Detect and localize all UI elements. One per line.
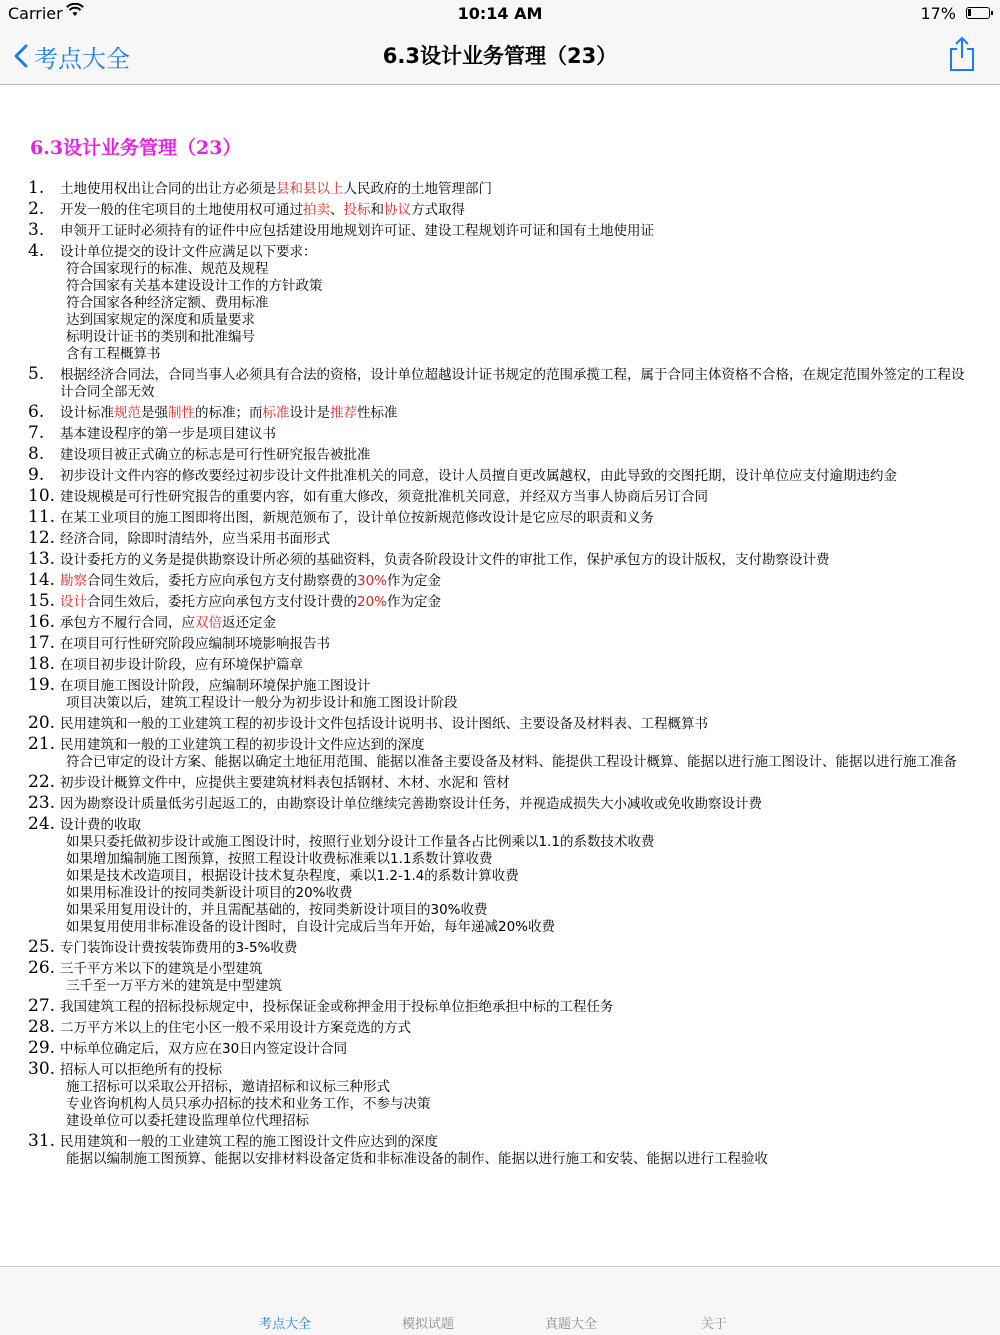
list-item bbox=[28, 465, 973, 485]
list-item bbox=[28, 402, 973, 422]
item-text bbox=[60, 244, 317, 260]
item-text-segment: 开发一般的住宅项目的土地使用权可通过 bbox=[60, 202, 303, 218]
highlight-text: 推荐 bbox=[330, 405, 357, 421]
item-text-segment: 人民政府的土地管理部门 bbox=[343, 181, 492, 197]
item-subline: 符合国家各种经济定额、费用标准 bbox=[66, 295, 269, 311]
item-text bbox=[60, 1134, 438, 1150]
highlight-text: 制性 bbox=[168, 405, 195, 421]
clock: 10:14 AM bbox=[457, 4, 543, 23]
item-text bbox=[60, 636, 330, 652]
tab-key-points[interactable]: 考点大全 bbox=[258, 1317, 311, 1332]
list-item bbox=[28, 996, 973, 1016]
item-text bbox=[60, 489, 708, 505]
item-number: 7. bbox=[28, 423, 45, 443]
item-text-segment: 二万平方米以上的住宅小区一般不采用设计方案竞选的方式 bbox=[60, 1020, 411, 1036]
item-number: 25. bbox=[28, 937, 56, 957]
navigation-bar bbox=[0, 28, 1000, 85]
item-text bbox=[60, 1041, 347, 1057]
list-item bbox=[28, 178, 973, 198]
item-text bbox=[60, 594, 441, 610]
item-number: 2. bbox=[28, 199, 45, 219]
list-item bbox=[28, 444, 973, 464]
item-subline: 达到国家规定的深度和质量要求 bbox=[66, 312, 255, 328]
item-text-segment: 中标单位确定后，双方应在30日内签定设计合同 bbox=[60, 1041, 348, 1057]
item-text bbox=[60, 468, 897, 484]
item-number: 30. bbox=[28, 1059, 56, 1079]
item-number: 28. bbox=[28, 1017, 56, 1037]
list-item bbox=[28, 364, 973, 401]
highlight-text: 县和县以上 bbox=[276, 181, 344, 197]
carrier-label: Carrier bbox=[8, 4, 63, 23]
item-text bbox=[60, 447, 371, 463]
item-text bbox=[60, 961, 263, 977]
list-item bbox=[28, 220, 973, 240]
item-text bbox=[60, 615, 276, 631]
tab-about[interactable]: 关于 bbox=[700, 1317, 727, 1332]
highlight-text: 勘察 bbox=[60, 573, 87, 589]
item-number: 19. bbox=[28, 675, 56, 695]
item-number: 3. bbox=[28, 220, 45, 240]
item-text-segment: 因为勘察设计质量低劣引起返工的，由勘察设计单位继续完善勘察设计任务，并视造成损失大小减收或免收勘察设计费 bbox=[60, 796, 762, 812]
document-title: 6.3设计业务管理（23） bbox=[30, 137, 242, 159]
item-text-segment: 申领开工证时必须持有的证件中应包括建设用地规划许可证、建设工程规划许可证和国有土地使用证 bbox=[60, 223, 654, 239]
item-text-segment: 合同生效后，委托方应向承包方支付设计费的 bbox=[87, 594, 357, 610]
list-item bbox=[28, 633, 973, 653]
item-text bbox=[60, 181, 492, 197]
highlight-text: 20% bbox=[357, 594, 388, 610]
item-text bbox=[60, 796, 762, 812]
item-text bbox=[60, 223, 654, 239]
list-item bbox=[28, 241, 973, 363]
item-text-segment: 三千平方米以下的建筑是小型建筑 bbox=[60, 961, 263, 977]
status-bar bbox=[0, 0, 1000, 28]
item-text-segment: 返还定金 bbox=[222, 615, 276, 631]
item-number: 20. bbox=[28, 713, 56, 733]
item-subline: 符合国家现行的标准、规范及规程 bbox=[66, 261, 269, 277]
knowledge-point-list bbox=[28, 178, 973, 1172]
item-text-segment: 土地使用权出让合同的出让方必须是 bbox=[60, 181, 276, 197]
item-number: 23. bbox=[28, 793, 56, 813]
item-text-segment: 和 bbox=[370, 202, 384, 218]
item-text-segment: 我国建筑工程的招标投标规定中，投标保证金或称押金用于投标单位拒绝承担中标的工程任务 bbox=[60, 999, 614, 1015]
item-text-segment: 专门装饰设计费按装饰费用的3-5%收费 bbox=[60, 940, 298, 956]
highlight-text: 30% bbox=[357, 573, 388, 589]
item-number: 8. bbox=[28, 444, 45, 464]
back-button-label: 考点大全 bbox=[34, 44, 130, 73]
item-text-segment: 设计标准 bbox=[60, 405, 114, 421]
item-text-segment: 是强 bbox=[141, 405, 168, 421]
item-text-segment: 民用建筑和一般的工业建筑工程的初步设计文件应达到的深度 bbox=[60, 737, 425, 753]
item-subline: 如果采用复用设计的，并且需配基础的，按同类新设计项目的30%收费 bbox=[66, 902, 488, 918]
page-title: 6.3设计业务管理（23） bbox=[382, 44, 618, 68]
item-text-segment: 、 bbox=[330, 202, 344, 218]
list-item bbox=[28, 486, 973, 506]
item-text-segment: 方式取得 bbox=[411, 202, 465, 218]
item-number: 24. bbox=[28, 814, 56, 834]
item-subline: 如果用标准设计的按同类新设计项目的20%收费 bbox=[66, 885, 353, 901]
list-item bbox=[28, 713, 973, 733]
item-text bbox=[60, 737, 425, 753]
list-item bbox=[28, 612, 973, 632]
item-text-segment: 设计费的收取 bbox=[60, 817, 141, 833]
item-text bbox=[60, 716, 708, 732]
item-text bbox=[60, 817, 141, 833]
item-number: 27. bbox=[28, 996, 56, 1016]
item-text bbox=[60, 1062, 222, 1078]
item-number: 15. bbox=[28, 591, 56, 611]
item-text bbox=[60, 940, 297, 956]
item-subline: 如果是技术改造项目，根据设计技术复杂程度，乘以1.2-1.4的系数计算收费 bbox=[66, 868, 519, 884]
battery-percent: 17% bbox=[920, 4, 956, 23]
list-item bbox=[28, 937, 973, 957]
item-text bbox=[60, 510, 654, 526]
item-text-segment: 作为定金 bbox=[387, 594, 442, 610]
item-number: 16. bbox=[28, 612, 56, 632]
item-text-segment: 建设规模是可行性研究报告的重要内容，如有重大修改，须竟批准机关同意，并经双方当事人协商后另订合同 bbox=[60, 489, 708, 505]
item-text-segment: 设计是 bbox=[289, 405, 330, 421]
list-item bbox=[28, 549, 973, 569]
document-view[interactable] bbox=[0, 85, 1000, 1265]
item-subline: 符合已审定的设计方案、能据以确定土地征用范围、能据以准备主要设备及材料、能提供工程设计概算、能据以进行施工图设计、能据以进行施工准备 bbox=[66, 754, 957, 770]
item-text-segment: 在项目初步设计阶段，应有环境保护篇章 bbox=[60, 657, 303, 673]
item-text bbox=[60, 426, 276, 442]
list-item bbox=[28, 507, 973, 527]
item-number: 26. bbox=[28, 958, 56, 978]
item-text bbox=[60, 552, 830, 568]
item-text bbox=[60, 405, 398, 421]
item-text-segment: 合同生效后，委托方应向承包方支付勘察费的 bbox=[87, 573, 357, 589]
list-item bbox=[28, 814, 973, 936]
tab-past-exams[interactable]: 真题大全 bbox=[544, 1317, 597, 1332]
tab-bar bbox=[0, 1266, 1000, 1335]
item-subline: 专业咨询机构人员只承办招标的技术和业务工作，不参与决策 bbox=[66, 1096, 431, 1112]
item-number: 29. bbox=[28, 1038, 56, 1058]
item-text-segment: 的标准；而 bbox=[195, 405, 263, 421]
list-item bbox=[28, 1017, 973, 1037]
tab-mock-exam[interactable]: 模拟试题 bbox=[401, 1317, 454, 1332]
list-item bbox=[28, 734, 973, 771]
item-text-segment: 在某工业项目的施工图即将出图，新规范颁布了，设计单位按新规范修改设计是它应尽的职责和义务 bbox=[60, 510, 654, 526]
item-subline: 如果只委托做初步设计或施工图设计时，按照行业划分设计工作量各占比例乘以1.1的系数技术收费 bbox=[66, 834, 655, 850]
list-item bbox=[28, 772, 973, 792]
item-text bbox=[60, 1020, 411, 1036]
item-text-segment: 初步设计文件内容的修改要经过初步设计文件批准机关的同意，设计人员擅自更改属越权，由此导致的交图托期，设计单位应支付逾期违约金 bbox=[60, 468, 897, 484]
list-item bbox=[28, 958, 973, 995]
item-number: 18. bbox=[28, 654, 56, 674]
highlight-text: 协议 bbox=[384, 202, 411, 218]
item-number: 12. bbox=[28, 528, 56, 548]
item-text bbox=[60, 775, 510, 791]
item-number: 22. bbox=[28, 772, 56, 792]
item-subline: 能据以编制施工图预算、能据以安排材料设备定货和非标准设备的制作、能据以进行施工和安装、能据以进行工程验收 bbox=[66, 1151, 768, 1167]
list-item bbox=[28, 1038, 973, 1058]
list-item bbox=[28, 570, 973, 590]
list-item bbox=[28, 1131, 973, 1168]
list-item bbox=[28, 675, 973, 712]
item-text-segment: 根据经济合同法，合同当事人必须具有合法的资格，设计单位超越设计证书规定的范围承揽工程，属于合同主体资格不合格，在规定范围外签定的工程设计合同全部无效 bbox=[60, 367, 965, 400]
item-text bbox=[60, 531, 330, 547]
item-subline: 如果增加编制施工图预算，按照工程设计收费标准乘以1.1系数计算收费 bbox=[66, 851, 493, 867]
item-text bbox=[60, 678, 371, 694]
highlight-text: 设计 bbox=[60, 594, 87, 610]
list-item bbox=[28, 528, 973, 548]
item-text-segment: 在项目施工图设计阶段，应编制环境保护施工图设计 bbox=[60, 678, 371, 694]
highlight-text: 标准 bbox=[262, 405, 290, 421]
item-subline: 项目决策以后，建筑工程设计一般分为初步设计和施工图设计阶段 bbox=[66, 695, 458, 711]
item-text-segment: 性标准 bbox=[357, 405, 398, 421]
item-text-segment: 设计单位提交的设计文件应满足以下要求： bbox=[60, 244, 317, 260]
item-number: 9. bbox=[28, 465, 45, 485]
item-text-segment: 设计委托方的义务是提供勘察设计所必须的基础资料，负责各阶段设计文件的审批工作，保护承包方的设计版权，支付勘察设计费 bbox=[60, 552, 830, 568]
item-text-segment: 建设项目被正式确立的标志是可行性研究报告被批准 bbox=[60, 447, 371, 463]
item-number: 1. bbox=[28, 178, 45, 198]
item-text-segment: 民用建筑和一般的工业建筑工程的施工图设计文件应达到的深度 bbox=[60, 1134, 438, 1150]
item-number: 4. bbox=[28, 241, 45, 261]
item-text bbox=[60, 367, 965, 400]
item-number: 21. bbox=[28, 734, 56, 754]
item-subline: 标明设计证书的类别和批准编号 bbox=[66, 329, 255, 345]
item-subline: 符合国家有关基本建设设计工作的方针政策 bbox=[66, 278, 323, 294]
item-subline: 施工招标可以采取公开招标，邀请招标和议标三种形式 bbox=[66, 1079, 390, 1095]
list-item bbox=[28, 199, 973, 219]
item-text-segment: 招标人可以拒绝所有的投标 bbox=[60, 1062, 222, 1078]
highlight-text: 规范 bbox=[114, 405, 141, 421]
list-item bbox=[28, 654, 973, 674]
list-item bbox=[28, 591, 973, 611]
item-number: 6. bbox=[28, 402, 45, 422]
list-item bbox=[28, 1059, 973, 1130]
item-number: 5. bbox=[28, 364, 45, 384]
item-text-segment: 民用建筑和一般的工业建筑工程的初步设计文件包括设计说明书、设计图纸、主要设备及材料表、工程概算书 bbox=[60, 716, 708, 732]
item-number: 13. bbox=[28, 549, 56, 569]
highlight-text: 投标 bbox=[343, 202, 371, 218]
list-item bbox=[28, 793, 973, 813]
item-number: 31. bbox=[28, 1131, 56, 1151]
highlight-text: 拍卖 bbox=[303, 202, 330, 218]
item-text bbox=[60, 573, 441, 589]
item-subline: 含有工程概算书 bbox=[66, 346, 161, 362]
item-number: 10. bbox=[28, 486, 56, 506]
item-text bbox=[60, 657, 303, 673]
item-number: 17. bbox=[28, 633, 56, 653]
battery-icon bbox=[966, 7, 990, 19]
highlight-text: 双倍 bbox=[195, 615, 222, 631]
item-text-segment: 承包方不履行合同，应 bbox=[60, 615, 195, 631]
share-button[interactable] bbox=[948, 36, 976, 76]
item-number: 11. bbox=[28, 507, 56, 527]
item-text bbox=[60, 999, 614, 1015]
item-subline: 三千至一万平方米的建筑是中型建筑 bbox=[66, 978, 282, 994]
list-item bbox=[28, 423, 973, 443]
item-text-segment: 初步设计概算文件中，应提供主要建筑材料表包括钢材、木材、水泥和 管材 bbox=[60, 775, 510, 791]
item-text-segment: 作为定金 bbox=[387, 573, 442, 589]
item-subline: 如果复用使用非标准设备的设计图时，自设计完成后当年开始，每年递减20%收费 bbox=[66, 919, 556, 935]
item-number: 14. bbox=[28, 570, 56, 590]
item-subline: 建设单位可以委托建设监理单位代理招标 bbox=[66, 1113, 309, 1129]
item-text-segment: 基本建设程序的第一步是项目建议书 bbox=[60, 426, 276, 442]
item-text bbox=[60, 202, 465, 218]
item-text-segment: 在项目可行性研究阶段应编制环境影响报告书 bbox=[60, 636, 330, 652]
item-text-segment: 经济合同，除即时清结外，应当采用书面形式 bbox=[60, 531, 330, 547]
share-icon bbox=[948, 36, 976, 72]
